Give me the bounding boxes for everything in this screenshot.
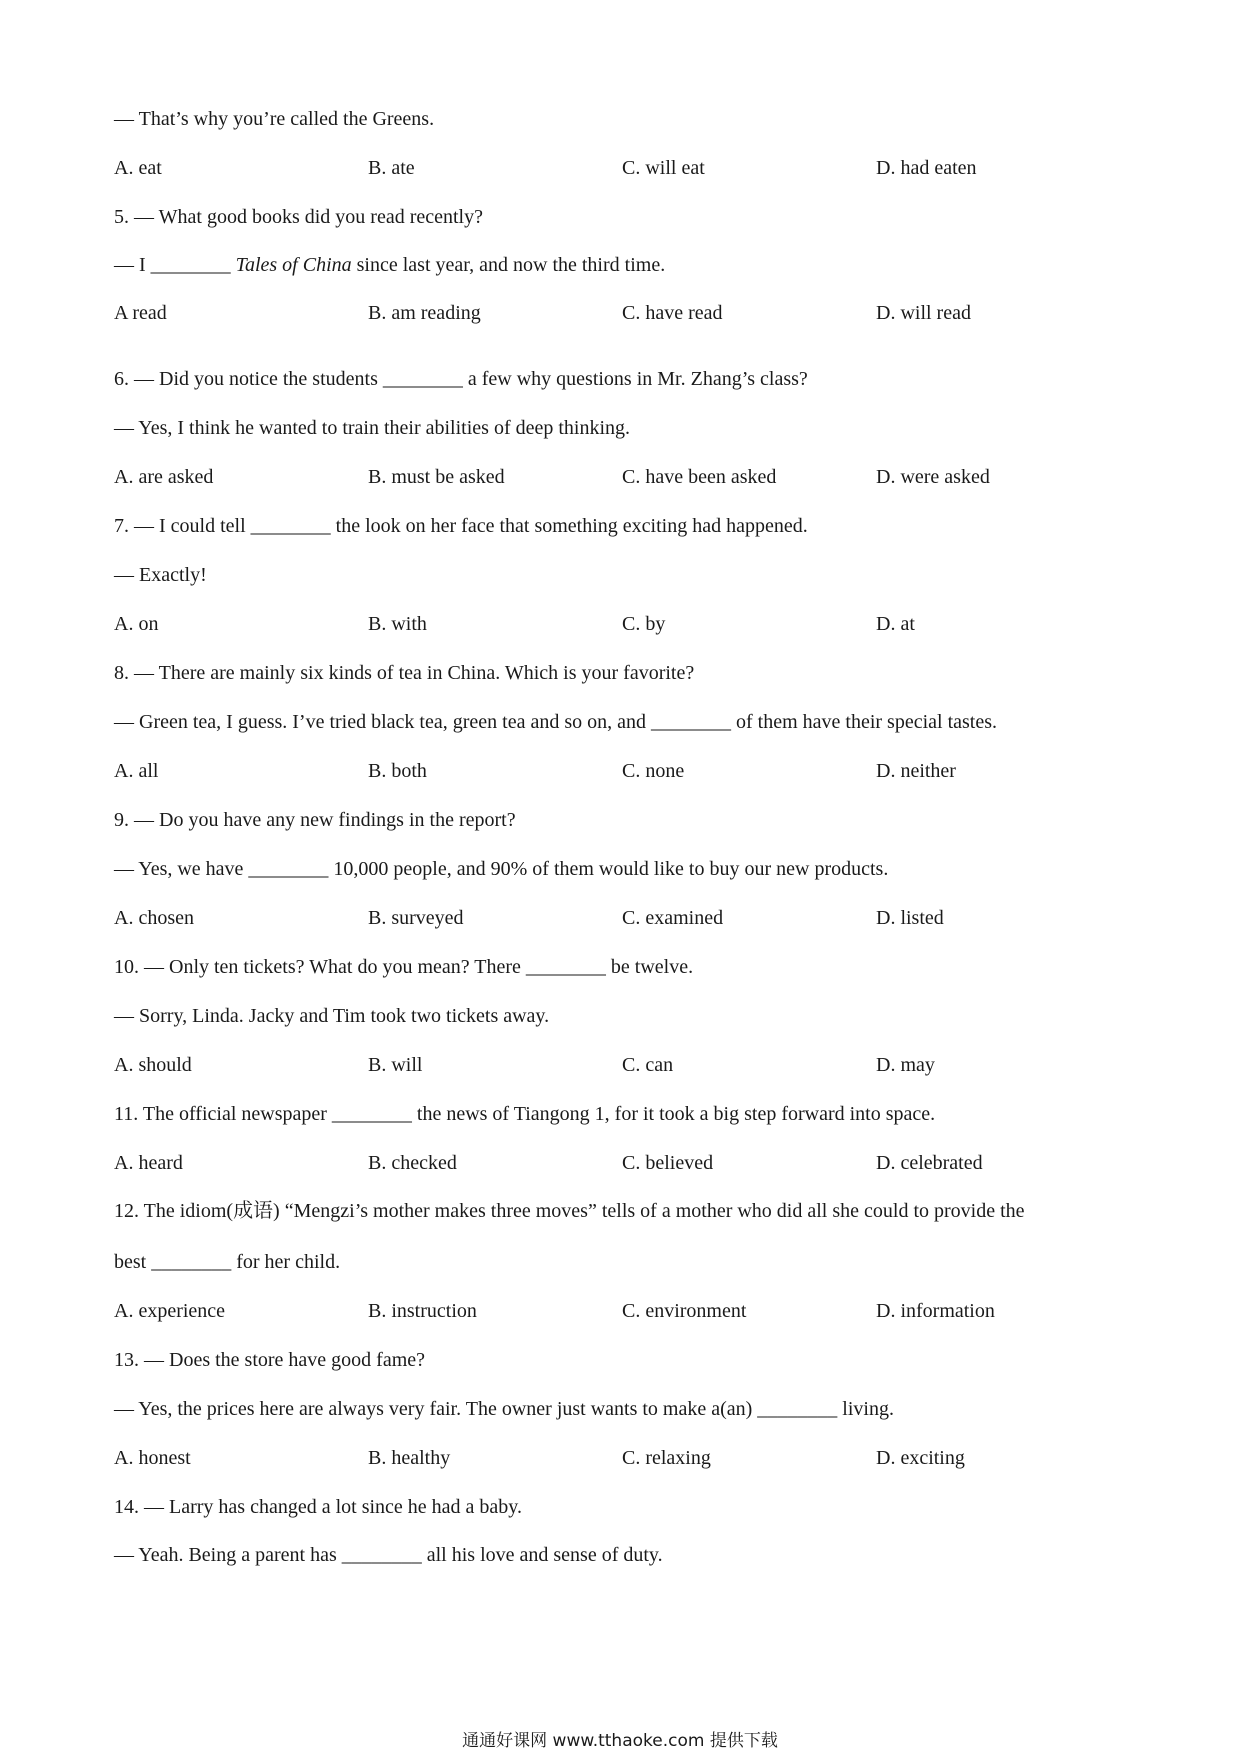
option-b: B. with bbox=[368, 613, 427, 635]
question-8-answer: — Green tea, I guess. I’ve tried black tea, green tea and so on, and ________ of them have their special tastes. bbox=[114, 711, 998, 733]
option-b: B. ate bbox=[368, 157, 415, 179]
option-b: B. healthy bbox=[368, 1447, 451, 1469]
option-c: C. can bbox=[622, 1054, 674, 1076]
question-6-answer: — Yes, I think he wanted to train their abilities of deep thinking. bbox=[114, 417, 631, 439]
answer-suffix: since last year, and now the third time. bbox=[351, 254, 666, 276]
question-6-stem: 6. — Did you notice the students ________ a few why questions in Mr. Zhang’s class? bbox=[114, 368, 808, 390]
option-d: D. exciting bbox=[876, 1447, 965, 1469]
option-b: B. am reading bbox=[368, 302, 481, 324]
option-c: C. have been asked bbox=[622, 466, 777, 488]
question-9-answer: — Yes, we have ________ 10,000 people, and 90% of them would like to buy our new products. bbox=[114, 858, 889, 880]
question-10-answer: — Sorry, Linda. Jacky and Tim took two tickets away. bbox=[114, 1005, 550, 1027]
dialogue-line: — That’s why you’re called the Greens. bbox=[114, 108, 435, 130]
question-13-answer: — Yes, the prices here are always very fair. The owner just wants to make a(an) ________ living. bbox=[114, 1398, 894, 1420]
option-d: D. listed bbox=[876, 907, 944, 929]
option-a: A. all bbox=[114, 760, 159, 782]
option-b: B. must be asked bbox=[368, 466, 505, 488]
option-d: D. may bbox=[876, 1054, 935, 1076]
option-c: C. none bbox=[622, 760, 685, 782]
option-c: C. believed bbox=[622, 1152, 714, 1174]
option-a: A. honest bbox=[114, 1447, 191, 1469]
question-11-stem: 11. The official newspaper ________ the news of Tiangong 1, for it took a big step forward into space. bbox=[114, 1103, 936, 1125]
option-c: C. will eat bbox=[622, 157, 705, 179]
question-10-stem: 10. — Only ten tickets? What do you mean? There ________ be twelve. bbox=[114, 956, 694, 978]
question-12-stem: 12. The idiom(成语) “Mengzi’s mother makes three moves” tells of a mother who did all she could to provide the bbox=[114, 1200, 1025, 1222]
option-a: A. are asked bbox=[114, 466, 214, 488]
question-7-stem: 7. — I could tell ________ the look on her face that something exciting had happened. bbox=[114, 515, 808, 537]
option-b: B. will bbox=[368, 1054, 423, 1076]
option-b: B. checked bbox=[368, 1152, 457, 1174]
option-c: C. relaxing bbox=[622, 1447, 711, 1469]
option-a: A. on bbox=[114, 613, 159, 635]
option-d: D. neither bbox=[876, 760, 956, 782]
option-d: D. will read bbox=[876, 302, 971, 324]
option-a: A. should bbox=[114, 1054, 192, 1076]
option-a: A. chosen bbox=[114, 907, 194, 929]
question-5-answer bbox=[114, 252, 665, 278]
option-a: A. eat bbox=[114, 157, 162, 179]
option-c: C. examined bbox=[622, 907, 724, 929]
option-c: C. environment bbox=[622, 1300, 747, 1322]
question-9-stem: 9. — Do you have any new findings in the report? bbox=[114, 809, 516, 831]
option-c: C. have read bbox=[622, 302, 723, 324]
option-b: B. both bbox=[368, 760, 427, 782]
page-footer: 通通好课网 www.tthaoke.com 提供下载 bbox=[462, 1731, 778, 1751]
option-b: B. surveyed bbox=[368, 907, 464, 929]
book-title: Tales of China bbox=[235, 254, 352, 276]
question-13-stem: 13. — Does the store have good fame? bbox=[114, 1349, 426, 1371]
option-d: D. were asked bbox=[876, 466, 990, 488]
option-b: B. instruction bbox=[368, 1300, 477, 1322]
option-c: C. by bbox=[622, 613, 666, 635]
question-14-answer: — Yeah. Being a parent has ________ all his love and sense of duty. bbox=[114, 1544, 663, 1566]
question-12-stem-continued: best ________ for her child. bbox=[114, 1251, 341, 1273]
question-8-stem: 8. — There are mainly six kinds of tea in China. Which is your favorite? bbox=[114, 662, 695, 684]
question-7-answer: — Exactly! bbox=[114, 564, 207, 586]
option-a: A read bbox=[114, 302, 167, 324]
option-a: A. experience bbox=[114, 1300, 226, 1322]
option-d: D. celebrated bbox=[876, 1152, 983, 1174]
answer-prefix: — I ________ bbox=[114, 254, 236, 276]
option-d: D. had eaten bbox=[876, 157, 977, 179]
option-d: D. information bbox=[876, 1300, 995, 1322]
option-a: A. heard bbox=[114, 1152, 183, 1174]
option-d: D. at bbox=[876, 613, 915, 635]
question-14-stem: 14. — Larry has changed a lot since he had a baby. bbox=[114, 1496, 522, 1518]
question-5-stem: 5. — What good books did you read recently? bbox=[114, 206, 483, 228]
